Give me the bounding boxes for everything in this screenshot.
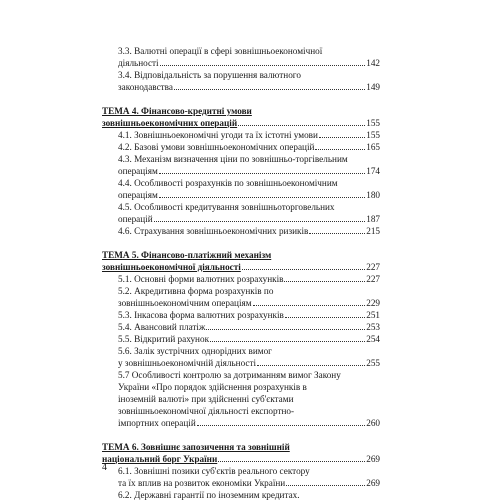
toc-entry-6-1-line1 — [102, 465, 380, 477]
toc-page-number: 254 — [366, 334, 380, 344]
heading-text: ТЕМА 6. Зовнішнє запозичення та зовнішній — [102, 442, 290, 452]
toc-text: 4.1. Зовнішньоекономічні угоди та їх істотні умови — [118, 130, 318, 140]
toc-text: 5.7 Особливості контролю за дотриманням вимог Закону — [118, 370, 341, 380]
section-heading-4-line2 — [102, 117, 380, 129]
toc-text: операціям — [118, 190, 158, 200]
toc-entry-3-4-line1 — [102, 69, 380, 81]
toc-text: 4.5. Особливості кредитування зовнішньоторговельних — [118, 202, 335, 212]
section-heading-6-line2 — [102, 453, 380, 465]
page-number: 4 — [102, 462, 107, 473]
toc-entry-3-3-line1 — [102, 45, 380, 57]
section-heading-5-line2 — [102, 261, 380, 273]
toc-text: 3.3. Валютні операції в сфері зовнішньоекономічної — [118, 46, 323, 56]
toc-entry-4-4-line1 — [102, 177, 380, 189]
toc-page-number: 155 — [366, 130, 380, 140]
toc-text: 4.3. Механізм визначення ціни по зовнішньо-торгівельним — [118, 154, 348, 164]
spacer — [102, 429, 380, 441]
toc-page-number: 165 — [366, 142, 380, 152]
toc-entry-5-7-line3 — [102, 393, 380, 405]
toc-page-number: 149 — [366, 82, 380, 92]
toc-text: 6.2. Державні гарантії по іноземним кредитах. — [118, 490, 300, 500]
spacer — [102, 237, 380, 249]
dot-leader — [159, 197, 365, 198]
toc-text: 4.2. Базові умови зовнішньоекономічних операцій — [118, 142, 315, 152]
toc-page-number: 269 — [366, 478, 380, 488]
dot-leader — [154, 221, 366, 222]
dot-leader — [160, 65, 366, 66]
heading-text: ТЕМА 4. Фінансово-кредитні умови — [102, 106, 252, 116]
spacer — [102, 93, 380, 105]
toc-text: 3.4. Відповідальність за порушення валютного — [118, 70, 301, 80]
toc-entry-5-7-line2 — [102, 381, 380, 393]
dot-leader — [210, 341, 365, 342]
toc-text: 5.3. Інкасова форма валютних розрахунків — [118, 310, 284, 320]
toc-page-number: 269 — [366, 454, 380, 464]
toc-entry-4-6 — [102, 225, 380, 237]
toc-entry-6-2 — [102, 489, 380, 501]
toc-text: 5.2. Акредитивна форма розрахунків по — [118, 286, 274, 296]
dot-leader — [174, 89, 365, 90]
heading-text: ТЕМА 5. Фінансово-платіжний механізм — [102, 250, 272, 260]
toc-page-number: 260 — [366, 418, 380, 428]
toc-text: 5.6. Залік зустрічних однорідних вимог — [118, 346, 272, 356]
toc-entry-4-2 — [102, 141, 380, 153]
toc-text: операціям — [118, 166, 158, 176]
toc-entry-5-7-line5 — [102, 417, 380, 429]
toc-text: 6.1. Зовнішні позики суб'єктів реального сектору — [118, 466, 310, 476]
section-heading-6-line1 — [102, 441, 380, 453]
heading-text: зовнішньоекономічної діяльності — [102, 262, 241, 272]
dot-leader — [284, 281, 365, 282]
toc-text: 4.4. Особливості розрахунків по зовнішньоекономічним — [118, 178, 338, 188]
dot-leader — [238, 125, 365, 126]
toc-text: у зовнішньоекономічній діяльності — [118, 358, 257, 368]
dot-leader — [285, 317, 365, 318]
toc-page-number: 227 — [366, 262, 380, 272]
toc-entry-5-6-line1 — [102, 345, 380, 357]
toc-page-number: 227 — [366, 274, 380, 284]
toc-entry-4-4-line2 — [102, 189, 380, 201]
dot-leader — [286, 485, 365, 486]
toc-page-number: 251 — [366, 310, 380, 320]
toc-entry-5-5 — [102, 333, 380, 345]
toc-text: 4.6. Страхування зовнішньоекономічних ризиків — [118, 226, 309, 236]
toc-entry-3-4-line2 — [102, 81, 380, 93]
toc-entry-6-1-line2 — [102, 477, 380, 489]
dot-leader — [253, 305, 366, 306]
toc-text: іноземній валюті» при здійсненні суб'єктами — [118, 394, 294, 404]
toc-text: законодавства — [118, 82, 173, 92]
toc-entry-5-1 — [102, 273, 380, 285]
heading-text: національний борг України — [102, 454, 218, 464]
toc-text: 5.5. Відкритий рахунок — [118, 334, 210, 344]
toc-text: України «Про порядок здійснення розрахунків в — [118, 382, 307, 392]
toc-text: діяльності — [118, 58, 159, 68]
toc-entry-4-1 — [102, 129, 380, 141]
dot-leader — [315, 149, 365, 150]
toc-text: 5.1. Основні форми валютних розрахунків — [118, 274, 284, 284]
toc-entry-5-7-line1 — [102, 369, 380, 381]
dot-leader — [159, 173, 365, 174]
toc-entry-5-6-line2 — [102, 357, 380, 369]
toc-entry-4-5-line1 — [102, 201, 380, 213]
dot-leader — [309, 233, 365, 234]
dot-leader — [218, 461, 365, 462]
toc-text: та їх вплив на розвиток економіки України — [118, 478, 286, 488]
toc-page-number: 187 — [366, 214, 380, 224]
toc-entry-5-4 — [102, 321, 380, 333]
table-of-contents — [102, 45, 380, 501]
toc-text: зовнішньоекономічної діяльності експортно- — [118, 406, 295, 416]
toc-entry-5-2-line1 — [102, 285, 380, 297]
toc-page-number: 180 — [366, 190, 380, 200]
toc-page-number: 142 — [366, 58, 380, 68]
toc-entry-5-3 — [102, 309, 380, 321]
dot-leader — [242, 269, 365, 270]
toc-page-number: 255 — [366, 358, 380, 368]
dot-leader — [257, 365, 365, 366]
toc-entry-3-3-line2 — [102, 57, 380, 69]
dot-leader — [197, 425, 365, 426]
toc-text: імпортних операцій — [118, 418, 196, 428]
toc-entry-4-3-line2 — [102, 165, 380, 177]
dot-leader — [319, 137, 365, 138]
toc-entry-4-3-line1 — [102, 153, 380, 165]
dot-leader — [206, 329, 365, 330]
section-heading-5-line1 — [102, 249, 380, 261]
toc-page-number: 174 — [366, 166, 380, 176]
toc-page-number: 229 — [366, 298, 380, 308]
toc-page-number: 155 — [366, 118, 380, 128]
toc-page-number: 253 — [366, 322, 380, 332]
toc-entry-5-2-line2 — [102, 297, 380, 309]
heading-text: зовнішньоекономічних операцій — [102, 118, 238, 128]
toc-text: операцій — [118, 214, 153, 224]
toc-entry-4-5-line2 — [102, 213, 380, 225]
toc-page-number: 215 — [366, 226, 380, 236]
toc-entry-5-7-line4 — [102, 405, 380, 417]
section-heading-4-line1 — [102, 105, 380, 117]
toc-text: 5.4. Авансовий платіж — [118, 322, 206, 332]
toc-text: зовнішньоекономічним операціям — [118, 298, 252, 308]
